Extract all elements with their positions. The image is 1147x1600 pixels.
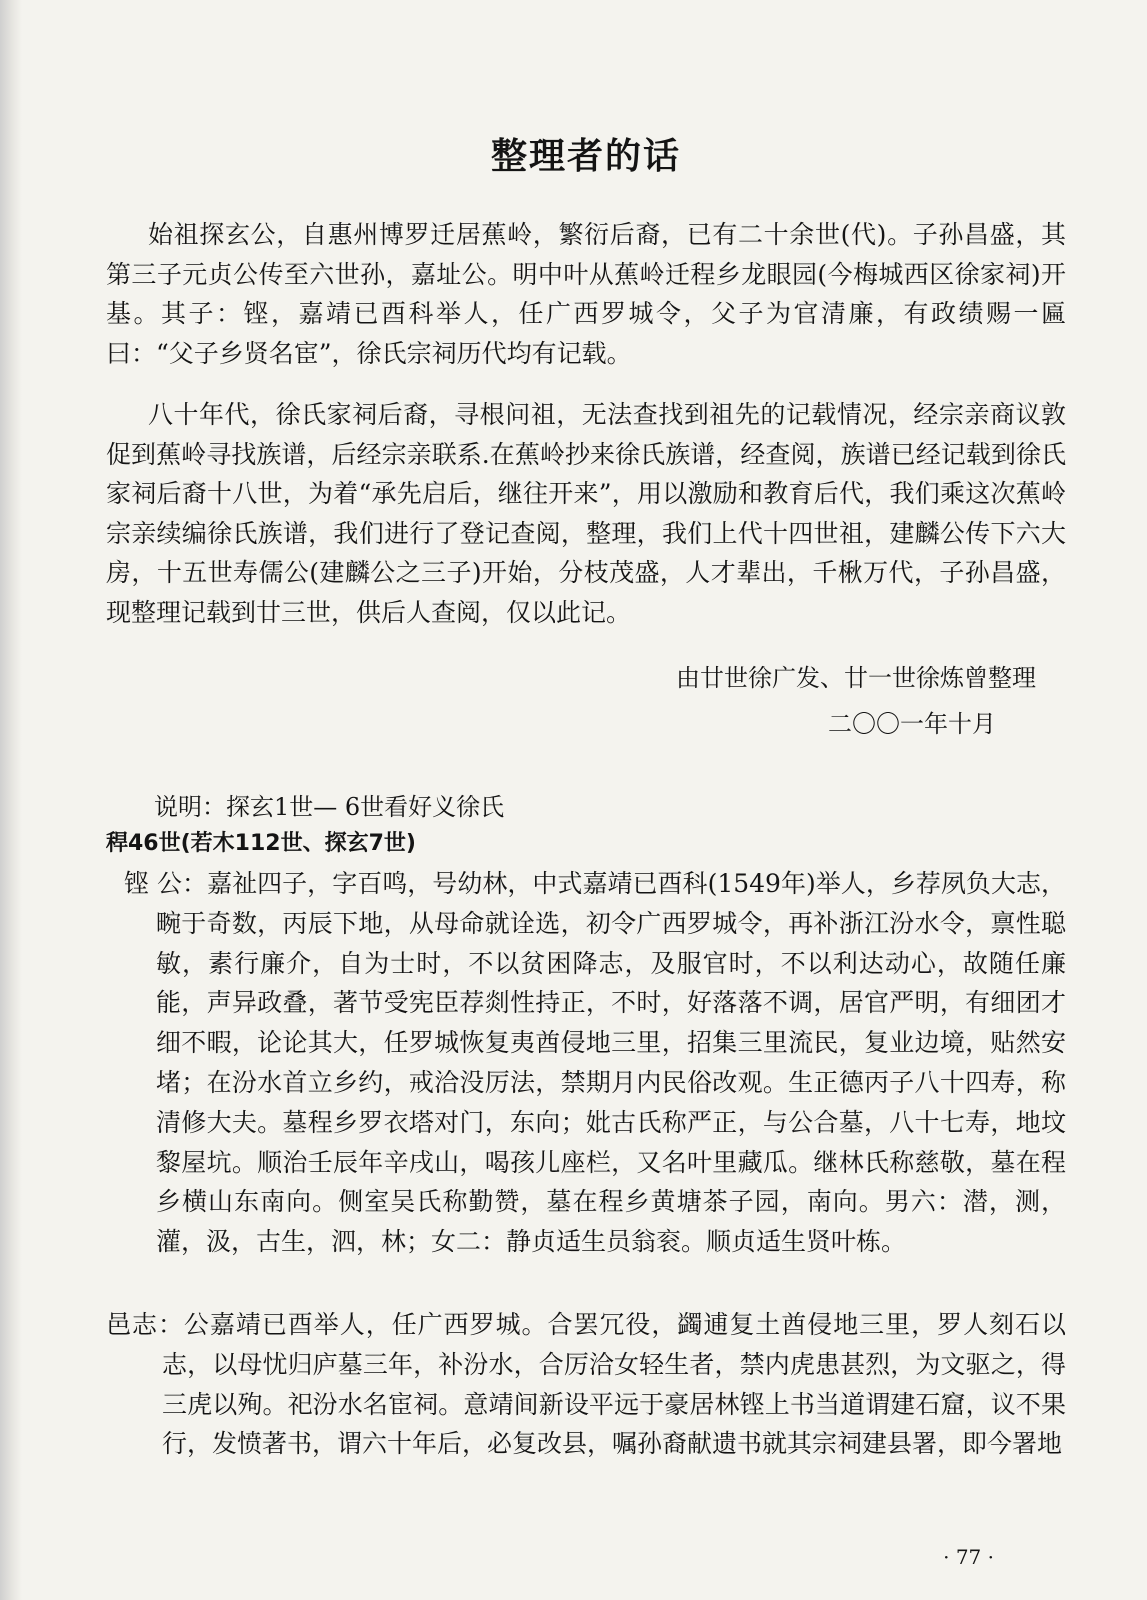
gazetteer-text: 公嘉靖已酉举人，任广西罗城。合罢冗役，蠲逋复土酋侵地三里，罗人刻石以志，以母忧归庐墓三年，补汾水，合厉洽女轻生者，禁内虎患甚烈，为文驱之，得三虎以殉。祀汾水名宦祠。意靖间新设平远于豪居林铿上书当道谓建石窟，议不果行，发愤著书，谓六十年后，必复改县，嘱孙裔献遗书就其宗祠建县署，即今署地 [162,1310,1066,1459]
entry-text: 嘉祉四子，字百鸣，号幼林，中式嘉靖已酉科(1549年)举人，乡荐夙负大志，畹于奇数，丙辰下地，从母命就诠选，初令广西罗城令，再补浙江汾水令，禀性聪敏，素行廉介，自为士时，不以贫困降志，及服官时，不以利达动心，故随任廉能，声异政叠，著节受宪臣荐剡性持正，不时，好落落不调，居官严明，有细团才细不暇，论论其大，任罗城恢复夷酋侵地三里，招集三里流民，复业边境，贴然安堵；在汾水首立乡约，戒洽没厉法，禁期月内民俗改观。生正德丙子八十四寿，称清修大夫。墓程乡罗衣塔对门，东向；妣古氏称严正，与公合墓，八十七寿，地坟黎屋坑。顺治壬辰年辛戌山，喝孩儿座栏，又名叶里藏瓜。继林氏称慈敬，墓在程乡横山东南向。侧室吴氏称勤赞，墓在程乡黄塘茶子园，南向。男六：潜，测，灌，汲，古生，泗，林；女二：静贞适生员翁衮。顺贞适生贤叶栋。 [156,869,1067,1257]
page-number: · 77 · [943,1545,994,1569]
generation-heading: 稈46世(若木112世、探玄7世) [106,831,416,856]
editor-date: 二〇〇一年十月 [828,710,996,738]
genealogy-entry [106,864,1066,1262]
scan-edge-shadow [0,0,22,1600]
editor-signature: 由廿世徐广发、廿一世徐炼曾整理 [676,664,1036,692]
page-title: 整理者的话 [490,136,681,177]
gazetteer-label: 邑志： [106,1310,184,1339]
preface-paragraph-2: 八十年代，徐氏家祠后裔，寻根问祖，无法查找到祖先的记载情况，经宗亲商议敦促到蕉岭寻找族谱，后经宗亲联系.在蕉岭抄来徐氏族谱，经查阅，族谱已经记载到徐氏家祠后裔十八世，为着“承先启后，继往开来”，用以激励和教育后代，我们乘这次蕉岭宗亲续编徐氏族谱，我们进行了登记查阅，整理，我们上代十四世祖，建麟公传下六大房，十五世寿儒公(建麟公之三子)开始，分枝茂盛，人才辈出，千楸万代，子孙昌盛，现整理记载到廿三世，供后人查阅，仅以此记。 [106,400,1066,627]
gazetteer-entry [106,1305,1066,1464]
explanatory-note: 说明：探玄1世— 6世看好义徐氏 [154,793,505,821]
document-page [106,0,1066,1600]
entry-name: 铿 公： [124,869,208,898]
preface-paragraph-1: 始祖探玄公，自惠州博罗迁居蕉岭，繁衍后裔，已有二十余世(代)。子孙昌盛，其第三子元贞公传至六世孙，嘉址公。明中叶从蕉岭迁程乡龙眼园(今梅城西区徐家祠)开基。其子：铿，嘉靖已酉科举人，任广西罗城令，父子为官清廉，有政绩赐一匾曰：“父子乡贤名宦”，徐氏宗祠历代均有记载。 [106,220,1066,368]
